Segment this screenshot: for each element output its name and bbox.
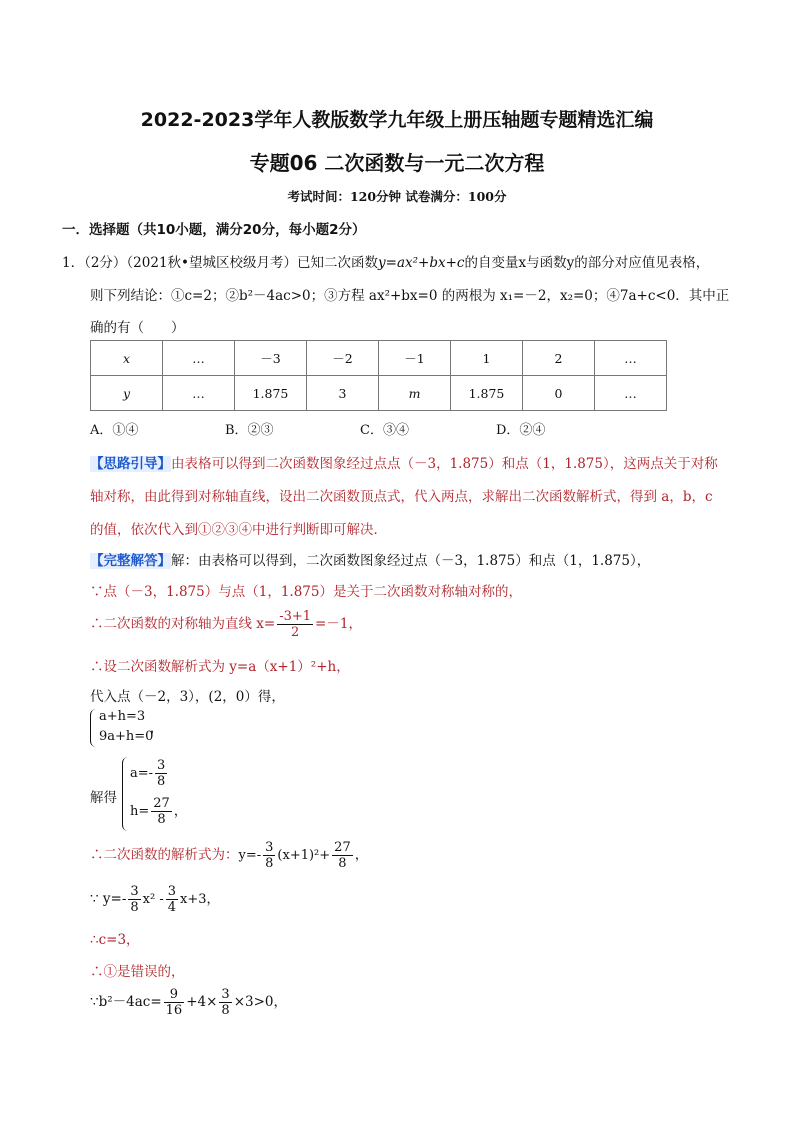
- system-eq-2: 9a+h=0: [99, 729, 154, 744]
- fraction: $\frac{3}{8}$: [265, 840, 274, 871]
- option-d: D．②④: [496, 423, 546, 438]
- solution-line-10: ∵b²－4ac= $\frac{9}{16}$ +4× $\frac{3}{8}$ ×3>0，: [90, 987, 288, 1018]
- fraction: $\frac{-3+1}{2}$: [279, 609, 312, 640]
- system-eq-1: a+h=3: [99, 709, 146, 724]
- option-a: A．①④: [90, 423, 139, 438]
- hint-line-3: 的值，依次代入到①②③④中进行判断即可解决．: [90, 522, 387, 538]
- solution-tag: 【完整解答】: [90, 553, 171, 569]
- question-line-3: 确的有（ ）: [90, 320, 185, 336]
- question-line-2: 则下列结论：①c=2；②b²－4ac>0；③方程 ax²+bx=0 的两根为 x₁=－2，x₂=0；④7a+c<0．其中正: [90, 288, 730, 304]
- solution-line-3: ∴二次函数的对称轴为直线 x= $\frac{-3+1}{2}$ =－1，: [90, 609, 362, 640]
- fraction: $\frac{3}{8}$: [130, 884, 139, 915]
- document-title: 2022-2023学年人教版数学九年级上册压轴题专题精选汇编: [140, 109, 654, 131]
- value-table: [90, 340, 667, 411]
- hint-line-1: 【思路引导】由表格可以得到二次函数图象经过点点（－3，1.875）和点（1，1.875），这两点关于对称: [90, 456, 718, 472]
- system-brace: [90, 709, 97, 747]
- hint-line-2: 轴对称，由此得到对称轴直线，设出二次函数顶点式，代入两点，求解出二次函数解析式，得到 a，b，c: [90, 489, 713, 505]
- table-row: y … 1.875 3 m 1.875 0 …: [91, 376, 667, 411]
- question-number: 1．: [62, 255, 85, 271]
- solution-line-4: ∴设二次函数解析式为 y=a（x+1）²+h，: [90, 659, 350, 675]
- hint-tag: 【思路引导】: [90, 456, 171, 472]
- fraction: $\frac{3}{8}$: [157, 758, 166, 789]
- section-heading: 一．选择题（共10小题，满分20分，每小题2分）: [62, 222, 366, 238]
- fraction: $\frac{9}{16}$: [165, 987, 183, 1018]
- option-b: B．②③: [225, 423, 274, 438]
- solve-label: 解得: [90, 790, 117, 806]
- option-c: C．③④: [360, 423, 409, 438]
- solution-line-2: ∵点（－3，1.875）与点（1，1.875）是关于二次函数对称轴对称的，: [90, 584, 522, 600]
- table-row: x … －3 －2 －1 1 2 …: [91, 341, 667, 376]
- solution-a: a=- $\frac{3}{8}$: [130, 758, 166, 789]
- fraction: $\frac{3}{4}$: [167, 884, 177, 915]
- fraction: $\frac{27}{8}$: [334, 840, 351, 871]
- question-line-1: 1．（2分）（2021秋•望城区校级月考）已知二次函数y=ax²+bx+c的自变量x与函数y的部分对应值见表格，: [62, 255, 710, 271]
- solution-brace: [122, 757, 129, 831]
- topic-title: 专题06 二次函数与一元二次方程: [249, 151, 545, 175]
- fraction: $\frac{27}{8}$: [153, 796, 170, 827]
- solution-line-6: ∴二次函数的解析式为：y=- $\frac{3}{8}$ (x+1)²+ $\frac{27}{8}$ ，: [90, 840, 369, 871]
- solution-line-5: 代入点（－2，3），(2，0）得，: [90, 689, 285, 705]
- solution-h: h= $\frac{27}{8}$ ，: [130, 796, 187, 827]
- solution-line-8: ∴c=3，: [90, 932, 140, 948]
- solution-line-1: 【完整解答】解：由表格可以得到，二次函数图象经过点（－3，1.875）和点（1，1.875），: [90, 553, 651, 569]
- fraction: $\frac{3}{8}$: [221, 987, 230, 1018]
- exam-info: 考试时间：120分钟 试卷满分：100分: [287, 189, 507, 204]
- solution-line-9: ∴①是错误的，: [90, 964, 185, 980]
- solution-line-7: ∵ y=- $\frac{3}{8}$ x² - $\frac{3}{4}$ x+3，: [90, 884, 220, 915]
